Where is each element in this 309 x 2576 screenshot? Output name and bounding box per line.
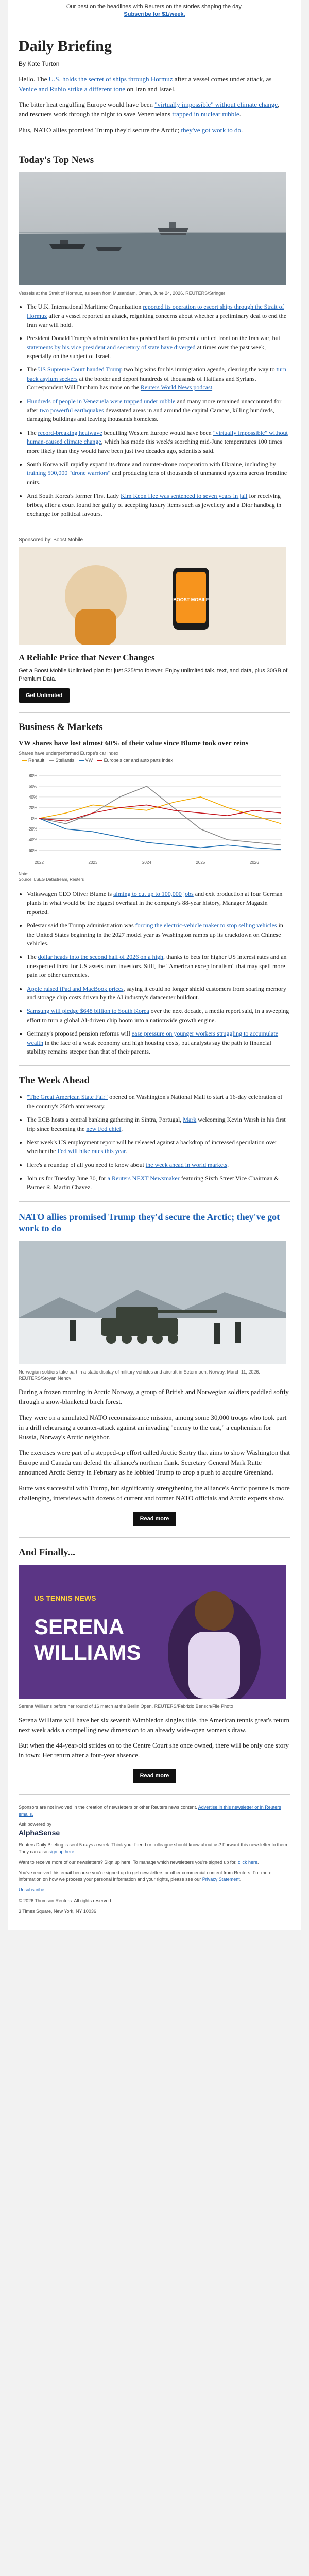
serena-overlay-name-2: WILLIAMS xyxy=(34,1640,141,1665)
x-tick-label: 2023 xyxy=(88,860,98,866)
promo-text: Our best on the headlines with Reuters on the stories shaping the day. xyxy=(66,4,243,10)
top-news-list xyxy=(19,302,290,518)
subscribe-link[interactable]: Subscribe for $1/week. xyxy=(124,11,185,18)
advertise-link[interactable]: Advertise in this newsletter or in Reuters emails. xyxy=(19,1805,281,1817)
feature-paragraph: During a frozen morning in Arctic Norway, a group of British and Norwegian soldiers paddled softly through a snow-blanketed birch forest. xyxy=(19,1388,289,1405)
serena-overlay-name-1: SERENA xyxy=(34,1614,125,1639)
divider xyxy=(19,1065,290,1066)
legend-stellantis: Stellantis xyxy=(55,758,75,764)
intro-link-rubio[interactable]: Venice and Rubio strike a different tone xyxy=(19,84,125,93)
list-item: • Here's a roundup of all you need to know about the week ahead in world markets. xyxy=(27,1161,290,1170)
feature-paragraph: The exercises were part of a stepped-up effort called Arctic Sentry that aims to show Washington that Europe and Canada can defend the alliance's northern flank. Secretary General Mark Rutte announced Arctic Sentry in February as he lobbied Trump to drop a push to acquire Greenland. xyxy=(19,1449,290,1477)
news-link[interactable]: a Reuters NEXT Newsmaker xyxy=(107,1175,180,1182)
address: 3 Times Square, New York, NY 10036 xyxy=(19,1908,96,1914)
news-link[interactable]: new Fed chief xyxy=(86,1125,122,1132)
finally-paragraph: But when the 44-year-old strides on to the Centre Court she once owned, there will be only one story in town: Her return after a four-year absence. xyxy=(19,1741,289,1759)
news-link[interactable]: "The Great American State Fair" xyxy=(27,1093,108,1101)
business-list xyxy=(19,890,290,1056)
ad-title: A Reliable Price that Never Changes xyxy=(19,653,155,663)
footer-p1: Reuters Daily Briefing is sent 5 days a week. Think your friend or colleague should know about us? Forward this newsletter to them. They can also sign up here. xyxy=(19,1842,289,1855)
news-link[interactable]: dollar heads into the second half of 2026 on a high xyxy=(38,953,163,961)
news-link[interactable]: two powerful earthquakes xyxy=(39,406,104,414)
arctic-photo[interactable] xyxy=(19,1241,290,1367)
sponsor-label: Sponsored by: Boost Mobile xyxy=(19,537,83,544)
y-tick-label: -40% xyxy=(27,838,37,843)
feature-paragraph: Rutte was successful with Trump, but significantly strengthening the alliance's Arctic posture is more challenging, interviews with dozens of current and former NATO officials and Arctic experts show. xyxy=(19,1484,290,1502)
list-item: • And South Korea's former First Lady Kim Keon Hee was sentenced to seven years in jail for receiving bribes, after a court found her guilty of accepting luxury items such as jewellery and a Dior handbag in exchange for political favours. xyxy=(27,492,290,518)
intro-paragraph-2: The bitter heat engulfing Europe would have been "virtually impossible" without climate change, and rescuers work through the night to save Venezuelans trapped in nuclear rubble. xyxy=(19,100,280,118)
news-link[interactable]: Apple raised iPad and MacBook prices xyxy=(27,985,124,992)
y-tick-label: 80% xyxy=(28,773,37,778)
top-promo xyxy=(8,0,301,23)
divider xyxy=(19,1794,290,1795)
finally-paragraph: Serena Williams will have her six seventh Wimbledon singles title, the American tennis great's return next week adds a compelling new dimension to an already wide-open women's draw. xyxy=(19,1716,290,1734)
list-item: • Hundreds of people in Venezuela were trapped under rubble and many more remained unaccounted for after two powerful earthquakes devastated areas in and around the capital Caracas, killing hundreds, damaging buildings and leaving thousands homeless. xyxy=(27,397,290,424)
copyright: © 2026 Thomson Reuters. All rights reserved. xyxy=(19,1898,113,1904)
read-more-button-2[interactable]: Read more xyxy=(133,1769,177,1783)
get-unlimited-button[interactable]: Get Unlimited xyxy=(19,688,70,703)
intro-link-climate[interactable]: "virtually impossible" without climate change xyxy=(154,100,278,109)
list-item: • South Korea will rapidly expand its drone and counter-drone cooperation with Ukraine, including by training 500,000 "drone warriors" and producing tens of thousands of unmanned systems across frontline units. xyxy=(27,460,290,487)
x-tick-label: 2025 xyxy=(196,860,205,866)
news-link[interactable]: US Supreme Court handed Trump xyxy=(38,366,123,374)
series-line-stellantis xyxy=(39,786,281,845)
newsletter-title: Daily Briefing xyxy=(19,37,112,55)
y-tick-label: -60% xyxy=(27,848,37,853)
list-item: • The record-breaking heatwave bequiling Western Europe would have been "virtually impossible" without human-caused climate change, which has made this week's scorching mid-June temperatures 100 times more likely than they would have been just two decades ago, scientists said. xyxy=(27,429,290,455)
chart-title: VW shares have lost almost 60% of their value since Blume took over reins xyxy=(19,740,249,748)
hormuz-photo[interactable] xyxy=(19,172,290,288)
chart-source: Note: Source: LSEG Datastream, Reuters xyxy=(19,872,84,882)
intro-link-venezuela[interactable]: trapped in nuclear rubble xyxy=(172,110,239,118)
serena-overlay-top: US TENNIS NEWS xyxy=(34,1594,96,1602)
news-link[interactable]: Fed will hike rates this year xyxy=(57,1147,126,1155)
legend-renault: Renault xyxy=(28,758,45,764)
unsubscribe-link[interactable]: Unsubscribe xyxy=(19,1887,45,1893)
news-link[interactable]: forcing the electric-vehicle maker to stop selling vehicles xyxy=(135,922,277,929)
divider xyxy=(19,712,290,713)
news-link[interactable]: Kim Keon Hee was sentenced to seven years in jail xyxy=(121,492,248,500)
footer xyxy=(19,1804,290,1930)
y-tick-label: 0% xyxy=(31,816,37,821)
news-link[interactable]: Mark xyxy=(183,1116,197,1124)
manage-link[interactable]: click here xyxy=(237,1859,258,1865)
list-item: • The US Supreme Court handed Trump two big wins for his immigration agenda, clearing the way to turn back asylum seekers at the border and deport hundreds of thousands of Haitians and Syrians. Correspondent Will Dunham has more on the Reuters World News podcast. xyxy=(27,365,290,392)
footer-p2: Want to receive more of our newsletters? Sign up here. To manage which newsletters you're signed up for, click here. xyxy=(19,1859,259,1865)
series-line-vw xyxy=(39,819,281,850)
byline: By Kate Turton xyxy=(19,60,60,67)
chart-plot xyxy=(19,765,286,868)
podcast-link[interactable]: Reuters World News podcast xyxy=(140,384,213,392)
intro-link-hormuz[interactable]: U.S. holds the secret of ships through Hormuz xyxy=(48,75,173,83)
vw-chart[interactable] xyxy=(19,739,290,883)
news-link[interactable]: "virtually impossible" without human-caused climate change xyxy=(27,429,288,446)
intro-paragraph-1: Hello. The U.S. holds the secret of ships through Hormuz after a vessel comes under attack, as Venice and Rubio strike a different tone on Iran and Israel. xyxy=(19,75,272,93)
business-heading: Business & Markets xyxy=(19,722,103,733)
newsletter-body xyxy=(8,23,301,1930)
ad-brand: BOOST MOBILE xyxy=(173,597,209,603)
list-item: • Polestar said the Trump administration was forcing the electric-vehicle maker to stop selling vehicles in the United States beginning in the 2027 model year as Washington ramps up its crackdown on Chinese vehicles. xyxy=(27,921,290,948)
list-item: • Apple raised iPad and MacBook prices, saying it could no longer shield customers from soaring memory and storage chip costs driven by the AI industry's datacenter buildout. xyxy=(27,985,290,1003)
x-tick-label: 2022 xyxy=(35,860,44,866)
news-link[interactable]: statements by his vice president and secretary of state have diverged xyxy=(27,343,196,351)
x-tick-label: 2026 xyxy=(249,860,259,866)
news-link[interactable]: ease pressure on younger workers struggling to accumulate wealth xyxy=(27,1030,279,1046)
list-item: • The U.K. International Maritime Organization reported its operation to escort ships through the Strait of Hormuz after a vessel reported an attack, reigniting concerns about whether a preliminary deal to end the Iran war will hold. xyxy=(27,302,290,329)
alphasense-logo: AlphaSense xyxy=(19,1828,60,1837)
divider xyxy=(19,1537,290,1538)
y-tick-label: -20% xyxy=(27,827,37,832)
news-link[interactable]: training 500,000 "drone warriors" xyxy=(27,469,111,477)
news-link[interactable]: Hundreds of people in Venezuela were trapped under rubble xyxy=(27,397,176,405)
list-item: • The dollar heads into the second half of 2026 on a high, thanks to bets for higher US interest rates and an unexpected thirst for US assets from investors. Still, the "American exceptionalism" that may spell more pain for other currencies. xyxy=(27,953,290,979)
list-item: • President Donald Trump's administration has pushed hard to present a united front on the Iran war, but statements by his vice president and secretary of state have diverged at times over the past week, especially on the subject of Israel. xyxy=(27,334,290,361)
legend-index: Europe's car and auto parts index xyxy=(104,758,173,764)
news-link[interactable]: Samsung will pledge $648 billion to South Korea xyxy=(27,1007,149,1015)
arctic-caption: Norwegian soldiers take part in a static display of military vehicles and aircraft in Setermoen, Norway, March 11, 2026. REUTERS/Stoyan Nenov xyxy=(19,1369,260,1381)
footer-p3: You've received this email because you're signed up to get newsletters or other commercial content from Reuters. For more information on how we process your personal information and your rights, please see our Privacy Statement. xyxy=(19,1870,272,1882)
chart-legend xyxy=(19,758,290,763)
privacy-link[interactable]: Privacy Statement xyxy=(202,1876,240,1882)
ad-copy: Get a Boost Mobile Unlimited plan for just $25/mo forever. Enjoy unlimited talk, text, and data, plus 30GB of Premium Data. xyxy=(19,668,288,682)
list-item: • The ECB hosts a central banking gathering in Sintra, Portugal, Mark welcoming Kevin Warsh in his first trip since becoming the new Fed chief. xyxy=(27,1115,290,1133)
intro-paragraph-3: Plus, NATO allies promised Trump they'd secure the Arctic; they've got work to do. xyxy=(19,126,243,134)
signup-link[interactable]: sign up here. xyxy=(48,1849,76,1855)
list-item: • Join us for Tuesday June 30, for a Reuters NEXT Newsmaker featuring Sixth Street Vice Chairman & Partner R. Martin Chavez. xyxy=(27,1174,290,1192)
legend-vw: VW xyxy=(85,758,93,764)
y-tick-label: 20% xyxy=(28,805,37,810)
footer-disclaimer: Sponsors are not involved in the creation of newsletters or other Reuters news content. Advertise in this newsletter or in Reuters emails. xyxy=(19,1805,281,1817)
feature-paragraph: They were on a simulated NATO reconnaissance mission, among some 30,000 troops who took part in a drill rehearsing a counter-attack against an invading "enemy to the east," a euphemism for Russia, Norway's Arctic neighbor. xyxy=(19,1413,287,1441)
hormuz-caption: Vessels at the Strait of Hormuz, as seen from Musandam, Oman, June 24, 2026. REUTERS/Stringer xyxy=(19,291,226,296)
list-item: • Germany's proposed pension reforms will ease pressure on younger workers struggling to accumulate wealth in the face of a weak economy and high housing costs, but analysts say the path to financial stability remains steeper than that of their parents. xyxy=(27,1029,290,1056)
y-tick-label: 60% xyxy=(28,784,37,789)
list-item: • Volkswagen CEO Oliver Blume is aiming to cut up to 100,000 jobs and exit production at four German plants in what would be the biggest overhaul in the company's 88-year history, Manager Magazin reported. xyxy=(27,890,290,917)
news-link[interactable]: aiming to cut up to 100,000 jobs xyxy=(113,890,194,898)
news-link[interactable]: reported its operation to escort ships through the Strait of Hormuz xyxy=(27,303,284,319)
chart-subtitle: Shares have underperformed Europe's car index xyxy=(19,751,118,756)
read-more-button[interactable]: Read more xyxy=(133,1512,177,1526)
feature-heading-link[interactable]: NATO allies promised Trump they'd secure the Arctic; they've got work to do xyxy=(19,1211,280,1234)
x-tick-label: 2024 xyxy=(142,860,151,866)
y-tick-label: 40% xyxy=(28,795,37,800)
ask-powered: Ask powered by AlphaSense xyxy=(19,1822,60,1837)
list-item: • Next week's US employment report will be released against a backdrop of increased speculation over whether the Fed will hike rates this year. xyxy=(27,1138,290,1156)
news-link[interactable]: record-breaking heatwave xyxy=(38,429,102,436)
week-ahead-list xyxy=(19,1093,290,1192)
list-item: • "The Great American State Fair" opened on Washington's National Mall to start a 16-day celebration of the country's 250th anniversary. xyxy=(27,1093,290,1111)
divider xyxy=(19,1201,290,1202)
top-news-heading: Today's Top News xyxy=(19,155,94,165)
week-ahead-heading: The Week Ahead xyxy=(19,1075,90,1087)
intro-link-arctic[interactable]: they've got work to do xyxy=(181,126,241,134)
ad-image[interactable] xyxy=(19,547,290,648)
news-link[interactable]: the week ahead in world markets xyxy=(145,1161,228,1168)
list-item: • Samsung will pledge $648 billion to South Korea over the next decade, a media report said, in a sweeping effort to turn a global AI-driven chip boom into a nationwide growth engine. xyxy=(27,1007,290,1025)
serena-caption: Serena Williams before her round of 16 match at the Berlin Open. REUTERS/Fabrizio Bensch/File Photo xyxy=(19,1703,233,1709)
news-link[interactable]: turn back asylum seekers xyxy=(27,366,286,382)
finally-heading: And Finally... xyxy=(19,1547,75,1558)
serena-photo[interactable] xyxy=(19,1565,290,1701)
